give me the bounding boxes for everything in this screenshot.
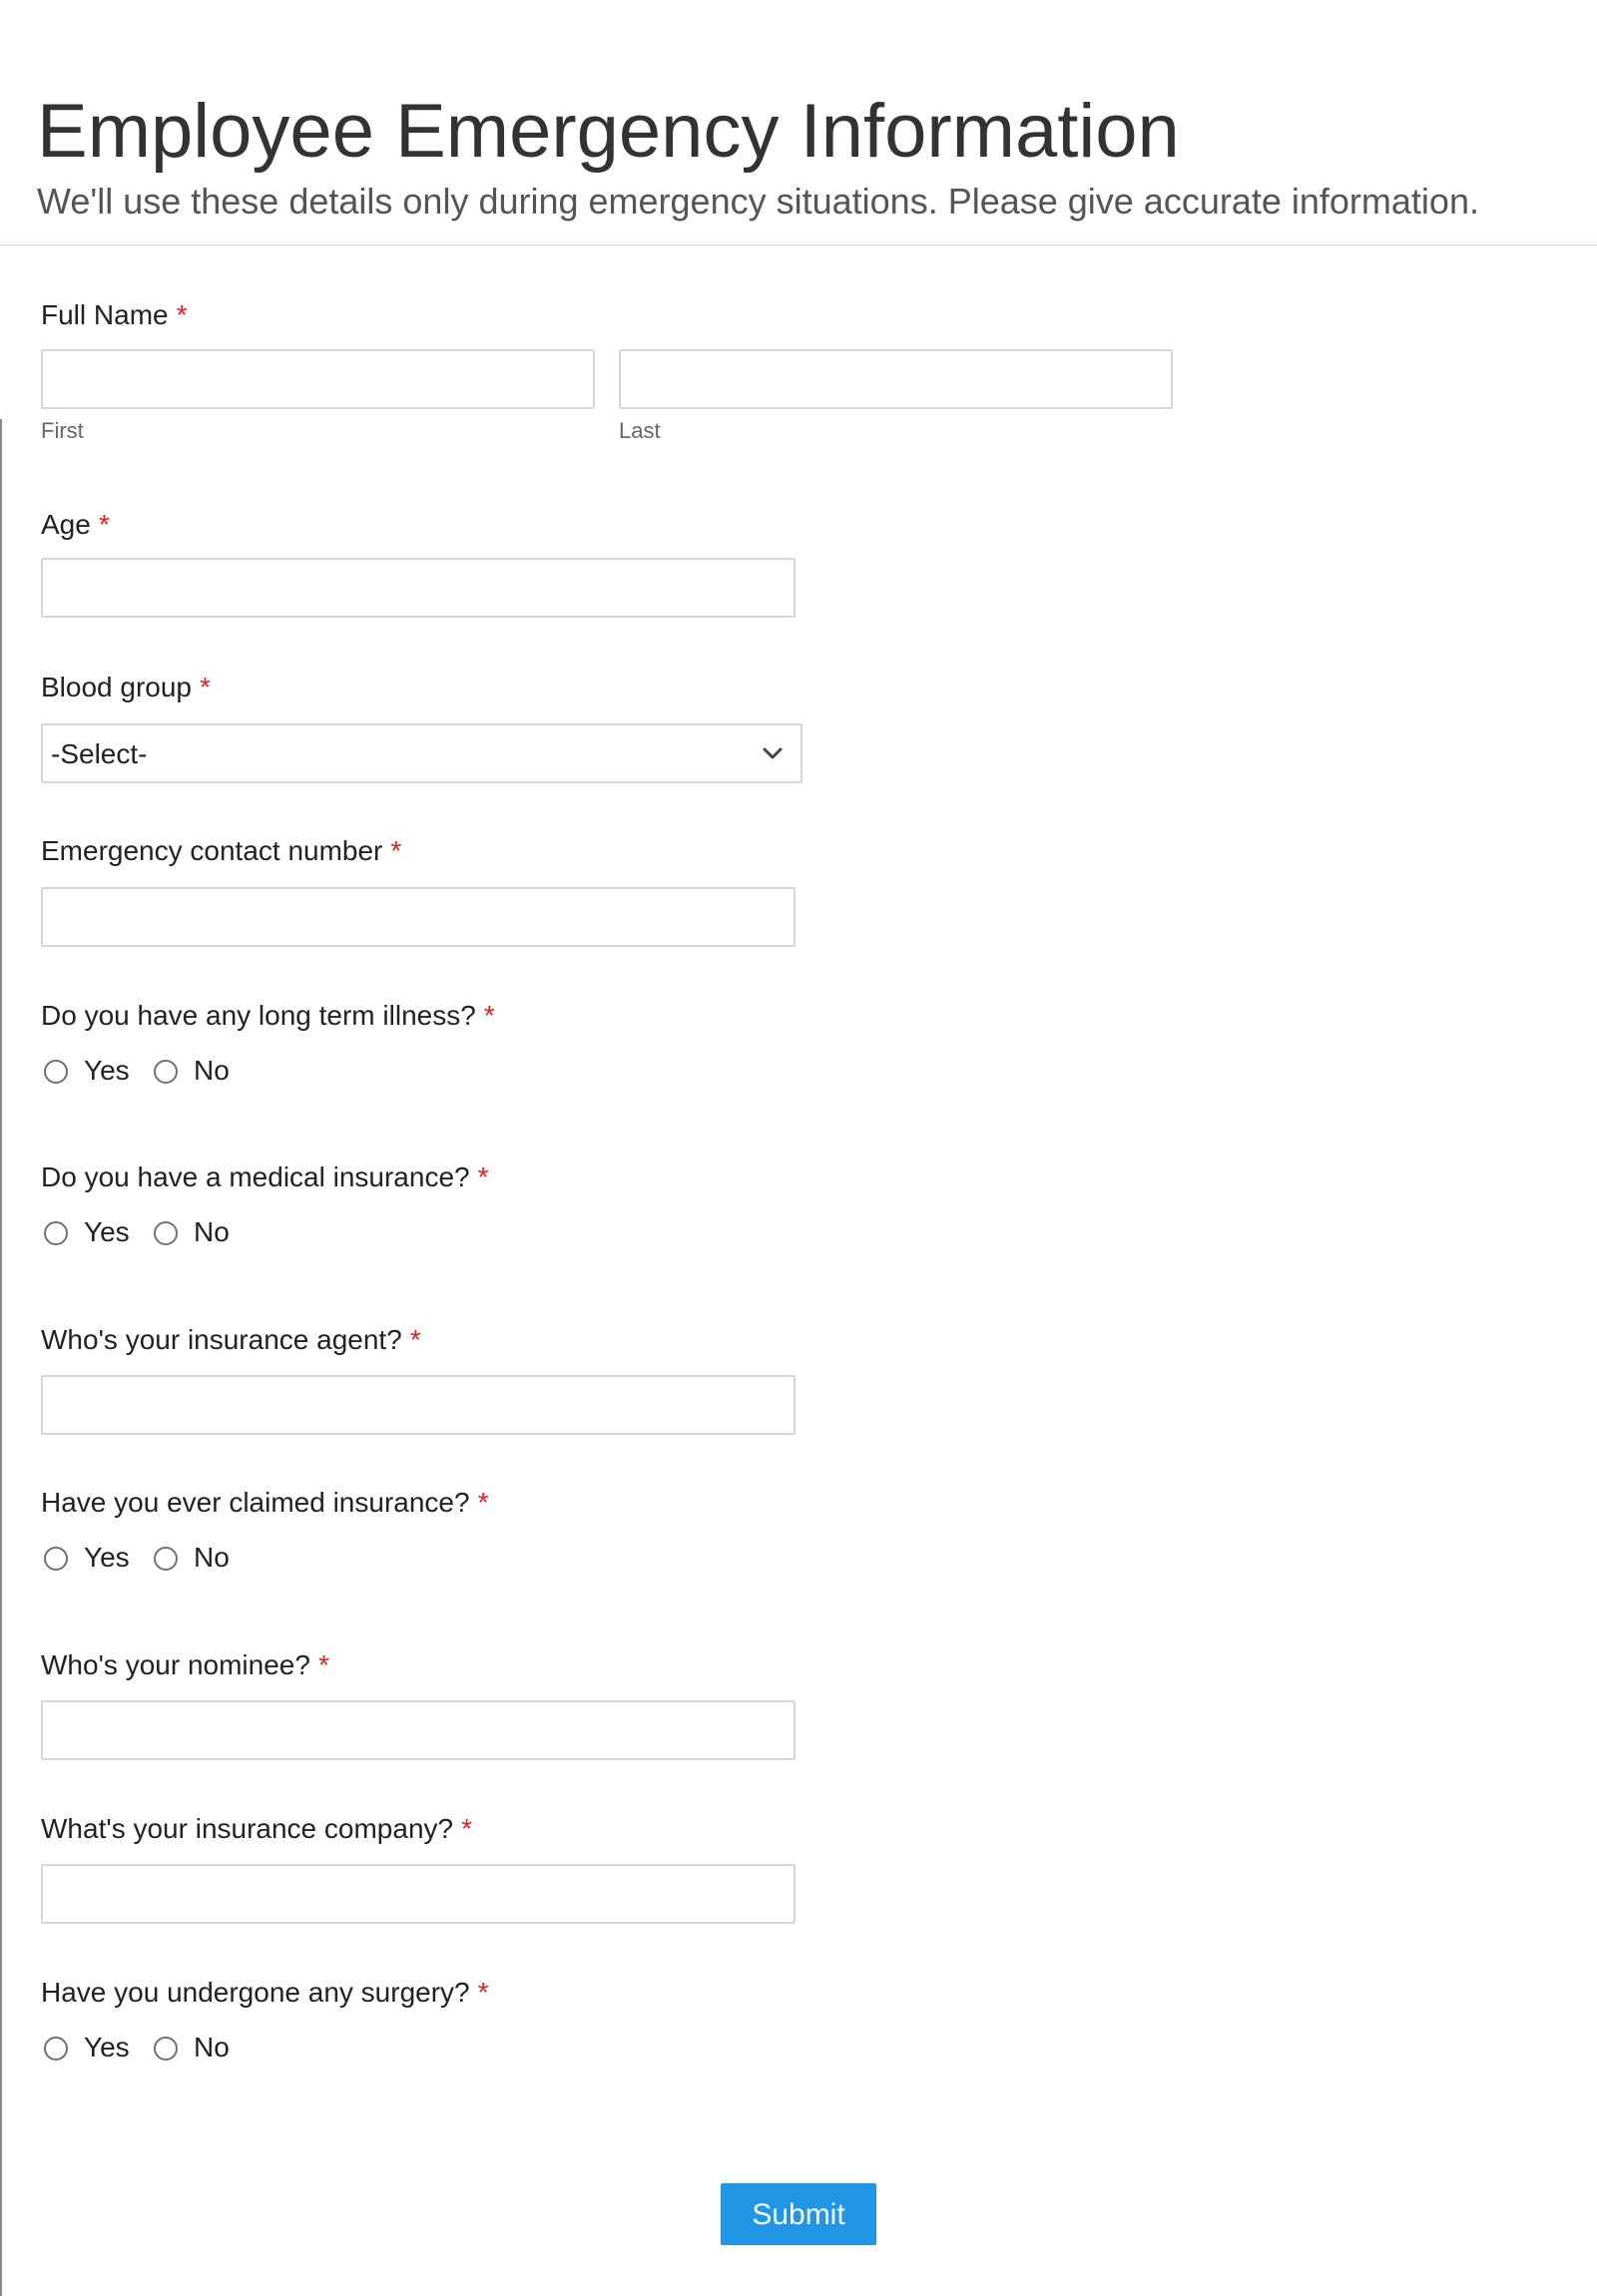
last-name-sublabel: Last: [619, 418, 661, 443]
insurance-company-input[interactable]: [41, 1864, 796, 1924]
required-marker: *: [390, 835, 402, 866]
first-name-sublabel: First: [41, 418, 84, 443]
radio-label-no: No: [194, 2032, 230, 2063]
long-term-illness-label: [41, 998, 495, 1034]
required-marker: *: [176, 299, 188, 330]
radio-label-no: No: [194, 1542, 230, 1573]
radio-label-no: No: [194, 1055, 230, 1086]
insurance-agent-input[interactable]: [41, 1375, 796, 1435]
radio-button-no[interactable]: [154, 1060, 178, 1084]
radio-label-yes: Yes: [84, 1216, 130, 1247]
radio-label-yes: Yes: [84, 1542, 130, 1573]
blood-group-select[interactable]: [41, 723, 802, 783]
first-name-input[interactable]: [41, 349, 595, 409]
insurance-agent-label: [41, 1322, 421, 1358]
required-marker: *: [477, 1487, 489, 1518]
radio-button-yes[interactable]: [44, 1547, 68, 1571]
surgery-label: [41, 1975, 489, 2011]
radio-button-no[interactable]: [154, 2037, 178, 2061]
full-name-label-text: Full Name: [41, 299, 169, 330]
left-border-divider: [0, 419, 2, 2296]
radio-label-no: No: [194, 1216, 230, 1247]
radio-button-yes[interactable]: [44, 1060, 68, 1084]
age-label: [41, 507, 110, 543]
nominee-label: [41, 1647, 329, 1683]
emergency-contact-label: [41, 833, 401, 869]
page-title: Employee Emergency Information: [37, 89, 1180, 174]
page-subtitle: We'll use these details only during emergency situations. Please give accurate information.: [37, 181, 1479, 222]
radio-button-no[interactable]: [154, 1547, 178, 1571]
blood-group-label-text: Blood group: [41, 672, 193, 702]
surgery-label-text: Have you undergone any surgery?: [41, 1977, 470, 2008]
required-marker: *: [317, 1649, 329, 1680]
claimed-insurance-label-text: Have you ever claimed insurance?: [41, 1487, 470, 1518]
last-name-input[interactable]: [619, 349, 1173, 409]
blood-group-selected-value: -Select-: [51, 738, 148, 769]
age-input[interactable]: [41, 558, 796, 618]
required-marker: *: [461, 1813, 473, 1844]
required-marker: *: [477, 1977, 489, 2008]
required-marker: *: [409, 1324, 421, 1355]
required-marker: *: [200, 672, 211, 702]
emergency-contact-label-text: Emergency contact number: [41, 835, 383, 866]
claimed-insurance-label: [41, 1485, 488, 1521]
medical-insurance-label: [41, 1159, 489, 1195]
long-term-illness-label-text: Do you have any long term illness?: [41, 1000, 476, 1031]
required-marker: *: [477, 1161, 489, 1192]
submit-button[interactable]: Submit: [721, 2183, 876, 2245]
chevron-down-icon: [759, 739, 787, 767]
radio-label-yes: Yes: [84, 1055, 130, 1086]
insurance-agent-label-text: Who's your insurance agent?: [41, 1324, 402, 1355]
full-name-label: [41, 297, 188, 333]
insurance-company-label-text: What's your insurance company?: [41, 1813, 454, 1844]
radio-button-no[interactable]: [154, 1221, 178, 1245]
medical-insurance-label-text: Do you have a medical insurance?: [41, 1161, 470, 1192]
insurance-company-label: [41, 1811, 472, 1847]
blood-group-label: [41, 670, 211, 705]
radio-button-yes[interactable]: [44, 2037, 68, 2061]
nominee-input[interactable]: [41, 1700, 796, 1760]
radio-label-yes: Yes: [84, 2032, 130, 2063]
nominee-label-text: Who's your nominee?: [41, 1649, 310, 1680]
required-marker: *: [98, 509, 110, 540]
required-marker: *: [483, 1000, 495, 1031]
emergency-contact-input[interactable]: [41, 887, 796, 947]
radio-button-yes[interactable]: [44, 1221, 68, 1245]
form-header: [0, 0, 1597, 245]
age-label-text: Age: [41, 509, 91, 540]
